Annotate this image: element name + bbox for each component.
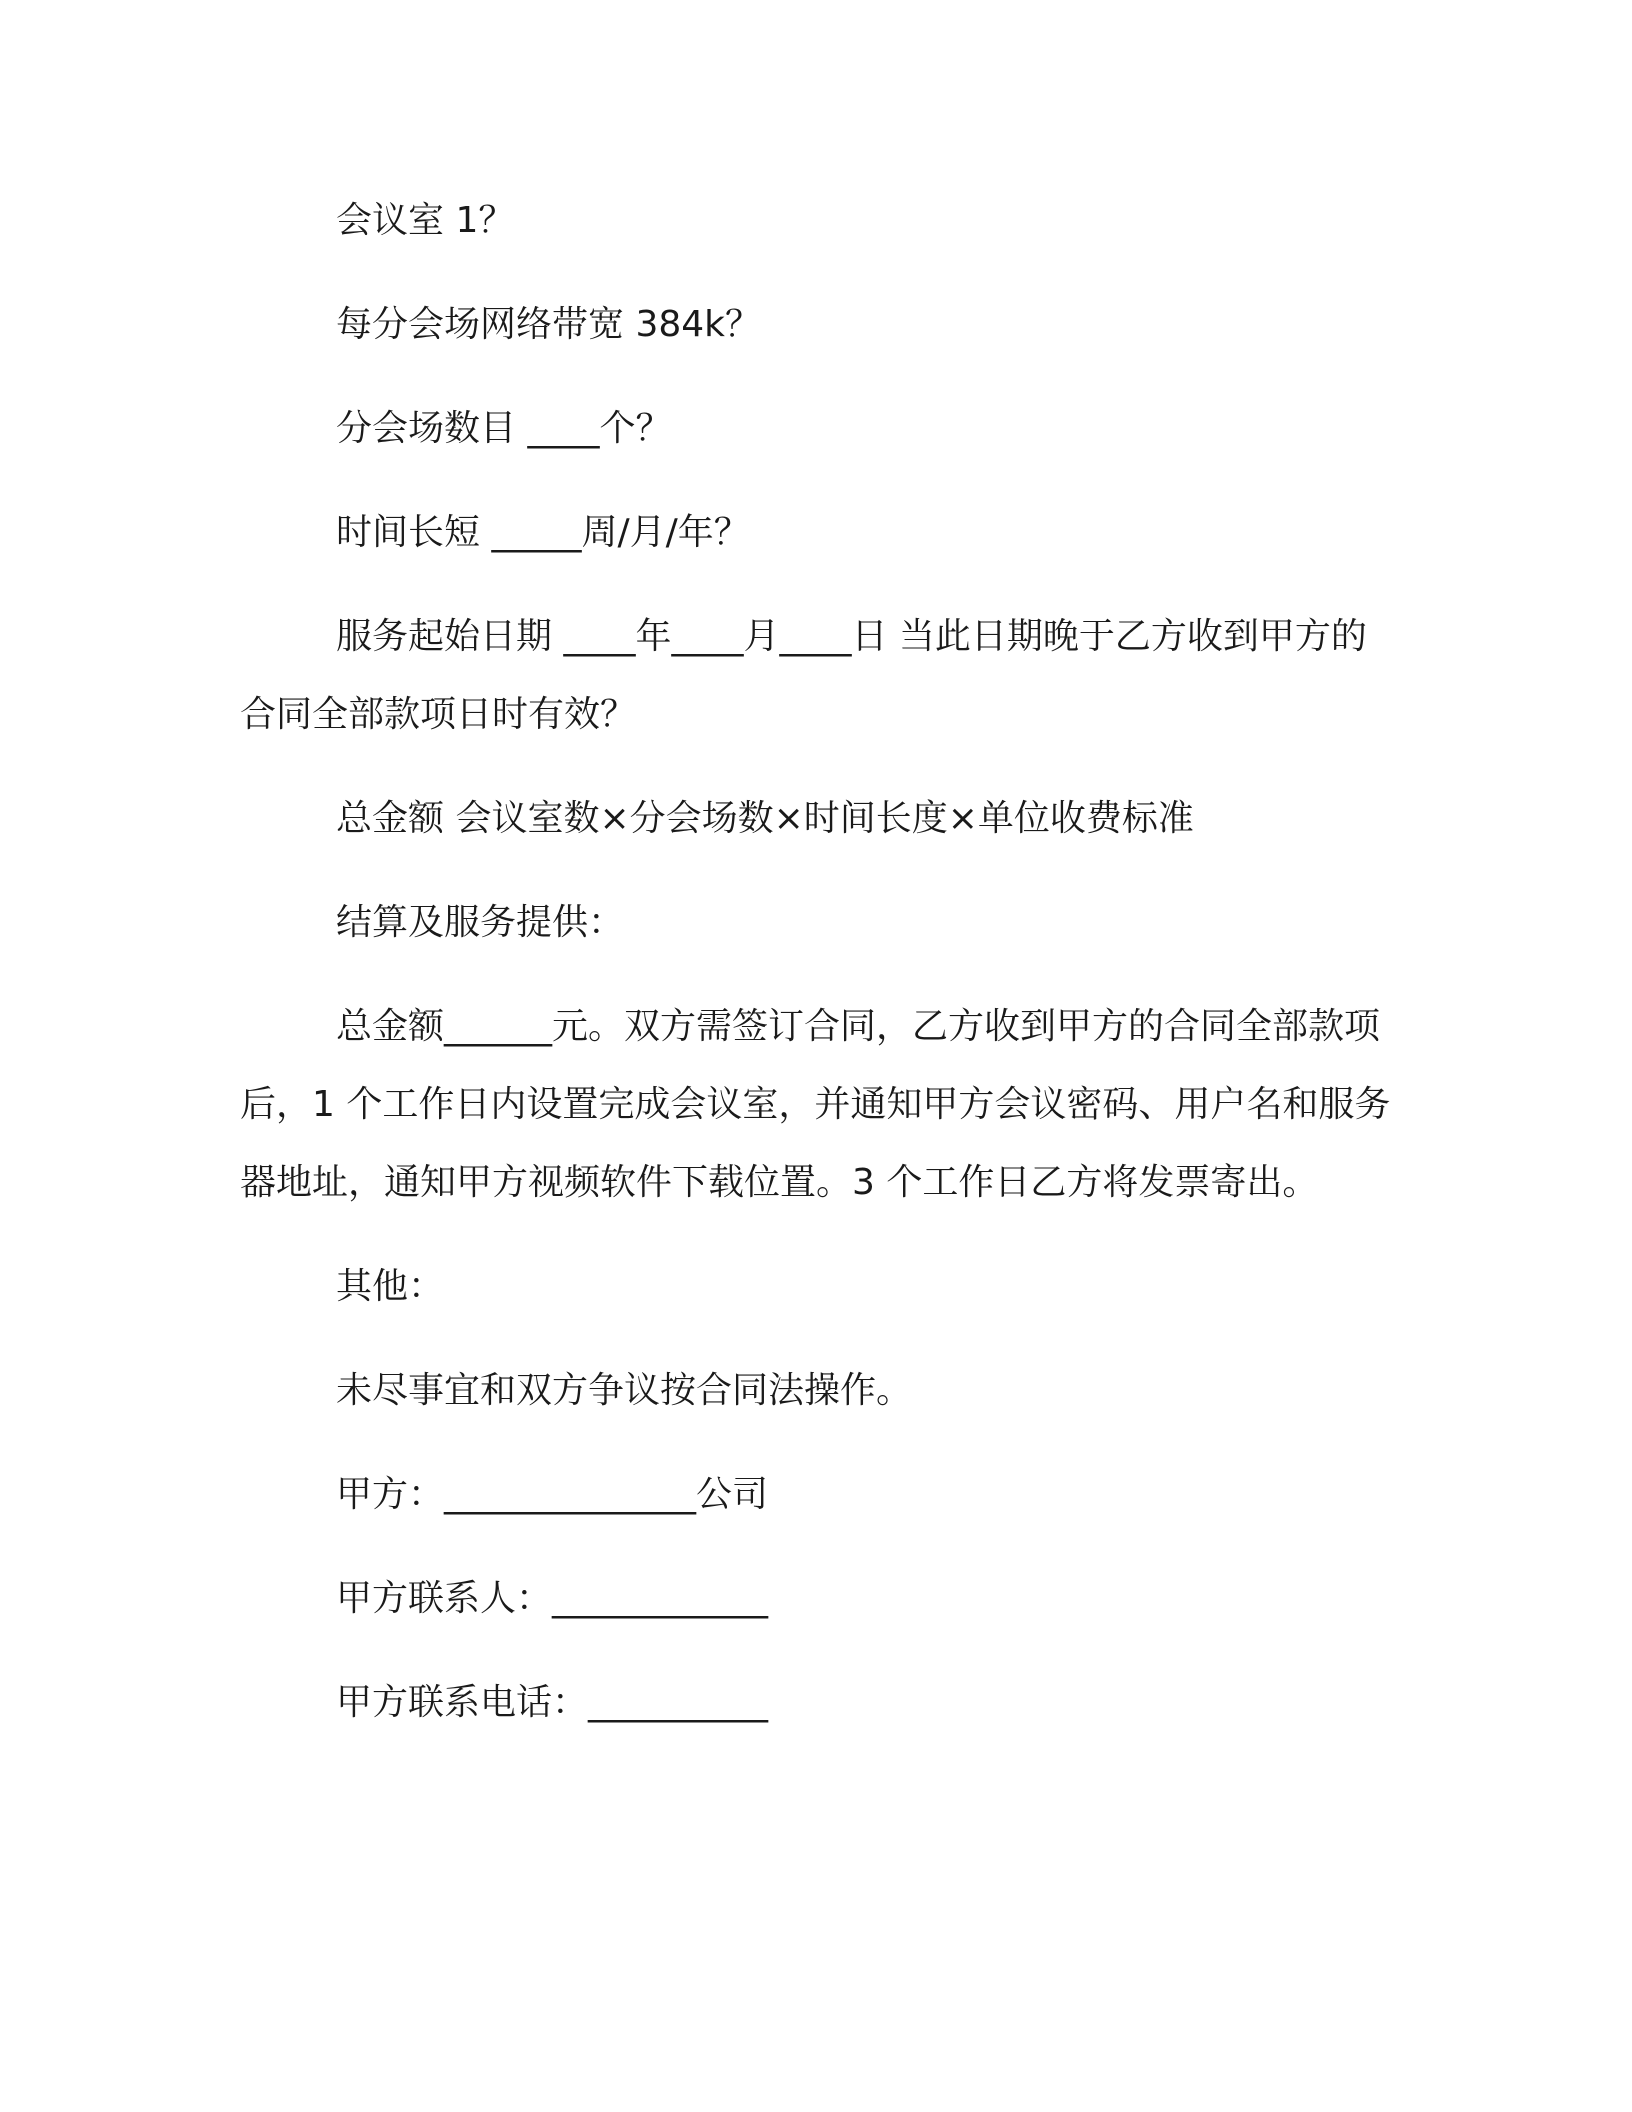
paragraph-disputes: 未尽事宜和双方争议按合同法操作。 bbox=[336, 1370, 913, 1411]
paragraph-settlement-heading: 结算及服务提供： bbox=[336, 902, 625, 943]
paragraph-other-heading: 其他： bbox=[336, 1266, 445, 1307]
document-body bbox=[240, 182, 1392, 1742]
paragraph-party-a-contact: 甲方联系人：____________ bbox=[336, 1578, 769, 1619]
paragraph-total-formula: 总金额 会议室数×分会场数×时间长度×单位收费标准 bbox=[336, 798, 1194, 839]
paragraph-settlement-terms: 总金额______元。双方需签订合同，乙方收到甲方的合同全部款项后，1 个工作日内设置完成会议室，并通知甲方会议密码、用户名和服务器地址，通知甲方视频软件下载位置。3 个工作日乙方将发票寄出。 bbox=[240, 1006, 1391, 1203]
paragraph-party-a: 甲方：______________公司 bbox=[336, 1474, 769, 1515]
paragraph-duration: 时间长短 _____周/月/年？ bbox=[336, 512, 750, 553]
paragraph-bandwidth: 每分会场网络带宽 384k？ bbox=[336, 304, 762, 345]
paragraph-branch-count: 分会场数目 ____个？ bbox=[336, 408, 672, 449]
paragraph-party-a-phone: 甲方联系电话：__________ bbox=[336, 1682, 769, 1723]
paragraph-start-date: 服务起始日期 ____年____月____日 当此日期晚于乙方收到甲方的合同全部款项日时有效？ bbox=[240, 616, 1367, 735]
paragraph-meeting-room: 会议室 1？ bbox=[336, 200, 515, 241]
